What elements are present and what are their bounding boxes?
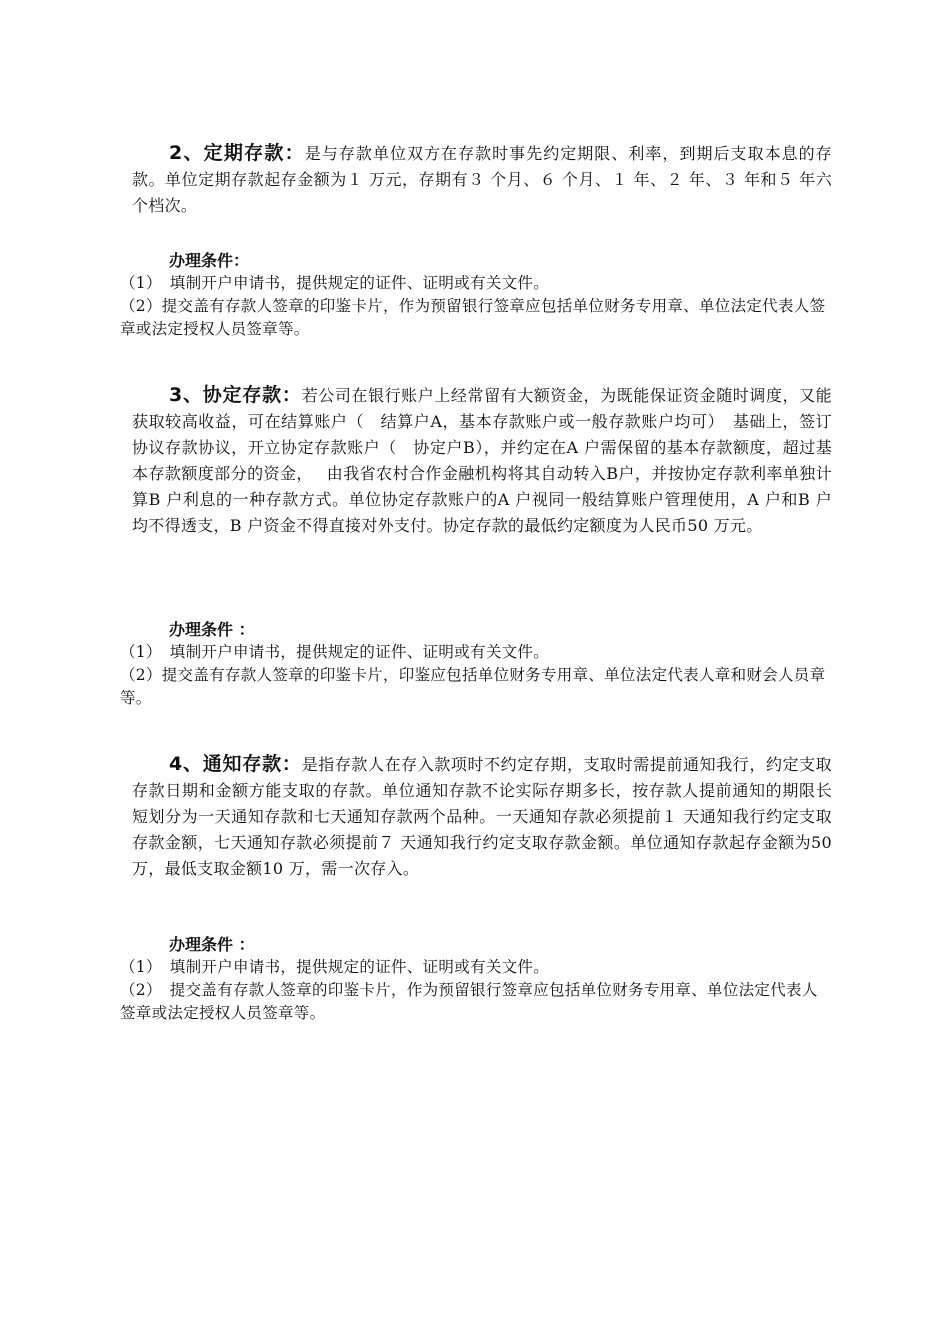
section-fixed-deposit xyxy=(132,140,832,219)
condition-item: （1） 填制开户申请书，提供规定的证件、证明或有关文件。 xyxy=(120,274,550,292)
conditions-block xyxy=(120,934,832,1025)
conditions-title: 办理条件： xyxy=(169,251,250,270)
section-body: 若公司在银行账户上经常留有大额资金，为既能保证资金随时调度，又能获取较高收益，可在结算账户（ 结算户A，基本存款账户或一般存款账户均可） 基础上，签订协议存款协议，开立协定存款账户（ 协定户B），并约定在A 户需保留的基本存款额度，超过基本存款额度部分的资金， 由我省农村合作金融机构将其自动转入B户，并按协定存款利率单独计算B 户利息的一种存款方式。单位协定存款账户的A 户视同一般结算账户管理使用，A 户和B 户均不得透支，B 户资金不得直接对外支付。协定存款的最低约定额度为人民币50 万元。 xyxy=(132,386,832,535)
section-heading: 2、定期存款： xyxy=(169,142,305,164)
conditions-title: 办理条件 ： xyxy=(169,620,255,639)
condition-item: （2） 提交盖有存款人签章的印鉴卡片，作为预留银行签章应包括单位财务专用章、单位法定代表人签章或法定授权人员签章等。 xyxy=(120,981,818,1022)
section-paragraph xyxy=(132,382,832,539)
conditions-title: 办理条件 ： xyxy=(169,935,255,954)
condition-item: （2）提交盖有存款人签章的印鉴卡片，印鉴应包括单位财务专用章、单位法定代表人章和财会人员章等。 xyxy=(120,666,826,707)
section-body: 是与存款单位双方在存款时事先约定期限、利率，到期后支取本息的存款。单位定期存款起存金额为１ 万元，存期有３ 个月、６ 个月、１ 年、２ 年、３ 年和５ 年六个档次。 xyxy=(132,144,832,215)
section-paragraph xyxy=(132,751,832,882)
section-body: 是指存款人在存入款项时不约定存期，支取时需提前通知我行，约定支取存款日期和金额方能支取的存款。单位通知存款不论实际存期多长，按存款人提前通知的期限长短划分为一天通知存款和七天通知存款两个品种。一天通知存款必须提前１ 天通知我行约定支取存款金额，七天通知存款必须提前７ 天通知我行约定支取存款金额。单位通知存款起存金额为50 万，最低支取金额10 万，需一次存入。 xyxy=(132,755,832,878)
section-agreement-deposit xyxy=(132,382,832,539)
section-heading: 3、协定存款： xyxy=(169,384,302,406)
section-notice-deposit xyxy=(132,751,832,882)
conditions-block xyxy=(120,619,832,710)
conditions-block xyxy=(120,250,832,341)
condition-item: （1） 填制开户申请书，提供规定的证件、证明或有关文件。 xyxy=(120,958,550,976)
section-paragraph xyxy=(132,140,832,219)
condition-item: （1） 填制开户申请书，提供规定的证件、证明或有关文件。 xyxy=(120,643,550,661)
condition-item: （2）提交盖有存款人签章的印鉴卡片，作为预留银行签章应包括单位财务专用章、单位法定代表人签章或法定授权人员签章等。 xyxy=(120,297,826,338)
section-heading: 4、通知存款： xyxy=(169,753,302,775)
